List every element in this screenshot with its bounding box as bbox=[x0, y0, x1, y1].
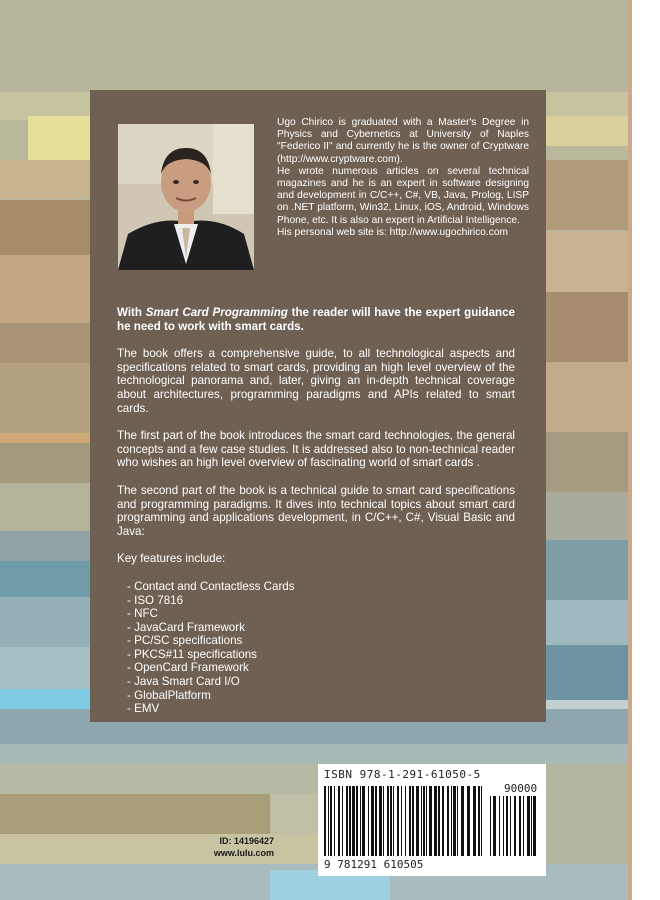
isbn-label: ISBN 978-1-291-61050-5 bbox=[324, 768, 481, 781]
description-panel bbox=[90, 90, 546, 722]
book-title: Smart Card Programming bbox=[145, 306, 288, 319]
feature-item: - PKCS#11 specifications bbox=[127, 648, 515, 662]
stripe bbox=[0, 764, 318, 794]
stripe bbox=[0, 323, 90, 363]
price-bar bbox=[519, 796, 521, 856]
barcode-bar bbox=[324, 786, 326, 856]
barcode-bar bbox=[401, 786, 402, 856]
stripe bbox=[0, 647, 90, 689]
stripe bbox=[546, 645, 628, 700]
stripe bbox=[0, 443, 90, 483]
barcode-bar bbox=[451, 786, 452, 856]
price-bar bbox=[503, 796, 504, 856]
bio-website: His personal web site is: http://www.ugochirico.com bbox=[277, 226, 509, 238]
barcode-bar bbox=[409, 786, 411, 856]
intro-prefix: With bbox=[117, 306, 146, 319]
stripe bbox=[0, 689, 90, 709]
barcode-bar bbox=[346, 786, 348, 856]
stripe bbox=[0, 561, 90, 597]
stripe bbox=[0, 744, 628, 764]
price-bar bbox=[527, 796, 530, 856]
feature-item: - NFC bbox=[127, 607, 515, 621]
features-list bbox=[117, 580, 515, 716]
barcode-bar bbox=[383, 786, 384, 856]
page-edge bbox=[628, 0, 660, 900]
barcode-bar bbox=[330, 786, 332, 856]
barcode-bar bbox=[390, 786, 392, 856]
barcode-digits: 9 781291 610505 bbox=[324, 858, 424, 871]
price-bar bbox=[499, 796, 500, 856]
stripe bbox=[0, 433, 90, 443]
barcode-bar bbox=[371, 786, 374, 856]
feature-item: - ISO 7816 bbox=[127, 594, 515, 608]
stripe bbox=[0, 483, 90, 531]
stripe bbox=[0, 363, 90, 433]
barcode-bar bbox=[328, 786, 329, 856]
barcode-bar bbox=[338, 786, 340, 856]
barcode-bars bbox=[322, 782, 542, 872]
feature-item: - Contact and Contactless Cards bbox=[127, 580, 515, 594]
barcode-bar bbox=[334, 786, 335, 856]
price-bar bbox=[533, 796, 536, 856]
feature-item: - JavaCard Framework bbox=[127, 621, 515, 635]
stripe bbox=[0, 160, 90, 198]
barcode-bar bbox=[434, 786, 437, 856]
intro-statement bbox=[117, 306, 515, 333]
barcode-bar bbox=[457, 786, 458, 856]
feature-item: - GlobalPlatform bbox=[127, 689, 515, 703]
price-bar bbox=[490, 796, 491, 856]
book-description bbox=[117, 306, 515, 716]
stripe bbox=[0, 794, 270, 834]
barcode-bar bbox=[426, 786, 427, 856]
stripe bbox=[270, 794, 318, 834]
barcode-bar bbox=[438, 786, 440, 856]
barcode-bar bbox=[379, 786, 382, 856]
price-code: 90000 bbox=[504, 782, 538, 795]
price-bar bbox=[523, 796, 524, 856]
description-paragraph: The first part of the book introduces the smart card technologies, the general concepts and a few case studies. It is addressed also to non-technical reader who wishes an high level overview of fascinating world of smart cards . bbox=[117, 429, 515, 470]
intro-suffix: the reader will have the expert guidance he need to work with smart cards. bbox=[117, 306, 516, 333]
barcode-bar bbox=[429, 786, 432, 856]
stripe bbox=[0, 531, 90, 561]
price-bar bbox=[493, 796, 496, 856]
stripe bbox=[546, 292, 628, 362]
price-bar bbox=[506, 796, 508, 856]
feature-item: - OpenCard Framework bbox=[127, 661, 515, 675]
feature-item: - Java Smart Card I/O bbox=[127, 675, 515, 689]
stripe bbox=[546, 232, 628, 292]
bio-paragraph: He wrote numerous articles on several technical magazines and he is an expert in software designing and development in C/C++, C#, VB, Java, Prolog, LISP on .NET platform, Win32, Linux, iOS, Android, Windows Phone, etc. It is also an expert in Artificial Intelligence. bbox=[277, 165, 529, 226]
stripe bbox=[546, 116, 628, 146]
features-heading: Key features include: bbox=[117, 552, 226, 566]
bio-paragraph: Ugo Chirico is graduated with a Master's Degree in Physics and Cybernetics at University of Naples "Federico II" and currently he is the owner of Cryptware (http://www.cryptware.com). bbox=[277, 117, 529, 165]
barcode-bar bbox=[362, 786, 365, 856]
stripe bbox=[546, 540, 628, 600]
barcode-bar bbox=[393, 786, 394, 856]
barcode-bar bbox=[461, 786, 464, 856]
barcode-bar bbox=[421, 786, 422, 856]
stripe bbox=[0, 597, 90, 647]
stripe bbox=[546, 160, 628, 230]
author-photo bbox=[118, 124, 254, 270]
feature-item: - PC/SC specifications bbox=[127, 634, 515, 648]
barcode-bar bbox=[352, 786, 355, 856]
barcode-bar bbox=[412, 786, 414, 856]
stripe bbox=[546, 600, 628, 645]
barcode-bar bbox=[349, 786, 351, 856]
author-bio bbox=[277, 117, 529, 239]
publisher-id: ID: 14196427 bbox=[219, 836, 274, 846]
price-bar bbox=[514, 796, 516, 856]
barcode-bar bbox=[360, 786, 361, 856]
stripe bbox=[546, 362, 628, 432]
description-paragraph: The book offers a comprehensive guide, to all technological aspects and specifications related to smart cards, providing an high level overview of the technological panorama and, later, giving an in-depth technical coverage about architectures, programming paradigms and APIs related to smart cards. bbox=[117, 347, 515, 415]
isbn-barcode bbox=[318, 764, 546, 876]
edge-strip bbox=[628, 0, 632, 900]
barcode-bar bbox=[473, 786, 476, 856]
barcode-bar bbox=[342, 786, 343, 856]
publisher-info bbox=[210, 835, 274, 859]
author-portrait-image bbox=[118, 124, 254, 270]
barcode-bar bbox=[356, 786, 358, 856]
barcode-bar bbox=[375, 786, 377, 856]
barcode-bar bbox=[397, 786, 399, 856]
price-bar bbox=[510, 796, 511, 856]
stripe bbox=[546, 432, 628, 492]
barcode-bar bbox=[447, 786, 449, 856]
stripe bbox=[0, 200, 90, 255]
stripe bbox=[546, 764, 628, 864]
stripe bbox=[28, 116, 90, 164]
barcode-bar bbox=[405, 786, 406, 856]
barcode-bar bbox=[467, 786, 470, 856]
feature-item: - EMV bbox=[127, 702, 515, 716]
publisher-site: www.lulu.com bbox=[213, 848, 274, 858]
description-paragraph: The second part of the book is a technical guide to smart card specifications and programming paradigms. It dives into technical topics about smart card programming and applications development, in C/C++, C#, Visual Basic and Java: bbox=[117, 483, 515, 538]
barcode-bar bbox=[478, 786, 480, 856]
price-bar bbox=[531, 796, 532, 856]
stripe bbox=[0, 255, 90, 323]
barcode-bar bbox=[416, 786, 419, 856]
barcode-bar bbox=[481, 786, 482, 856]
barcode-bar bbox=[442, 786, 444, 856]
barcode-bar bbox=[368, 786, 369, 856]
stripe bbox=[0, 0, 628, 92]
barcode-graphic bbox=[322, 782, 542, 872]
stripe bbox=[546, 492, 628, 540]
barcode-bar bbox=[387, 786, 389, 856]
barcode-bar bbox=[423, 786, 425, 856]
barcode-bar bbox=[453, 786, 456, 856]
